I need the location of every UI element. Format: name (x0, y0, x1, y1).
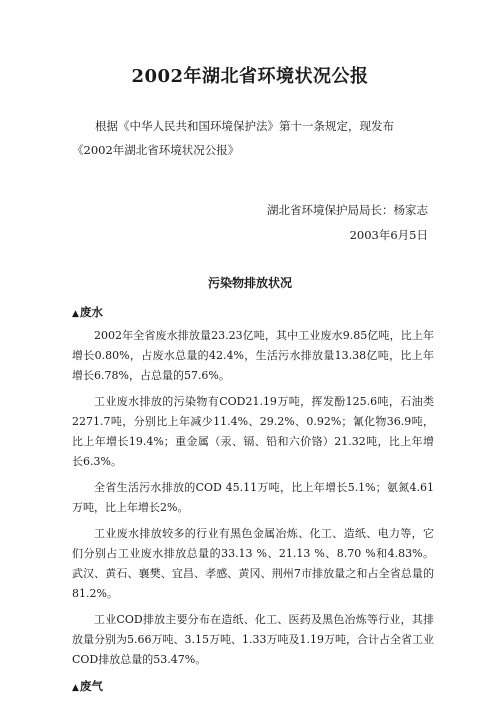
signature-block (128, 198, 428, 248)
paragraph: 全省生活污水排放的COD 45.11万吨，比上年增长5.1%；氨氮4.61万吨，比上年增长2%。 (72, 481, 434, 514)
triangle-icon: ▲ (72, 309, 79, 319)
intro-paragraph: 根据《中华人民共和国环境保护法》第十一条规定，现发布《2002年湖北省环境状况公报》 (72, 119, 394, 157)
subsection-heading-waste-gas (72, 676, 434, 698)
paragraph: 工业COD排放主要分布在造纸、化工、医药及黑色冶炼等行业，其排放量分别为5.66万吨、3.15万吨、1.33万吨及1.19万吨，合计占全省工业COD排放总量的53.47%。 (72, 613, 434, 666)
triangle-icon: ▲ (72, 683, 79, 693)
section-body (72, 302, 434, 700)
signature-line: 湖北省环境保护局局长：杨家志 (267, 203, 428, 217)
paragraph: 工业废水排放较多的行业有黑色金属冶炼、化工、造纸、电力等，它们分别占工业废水排放总量的33.13 %、21.13 %、8.70 %和4.83%。武汉、黄石、襄樊、宜昌、孝感、黄冈、荆州7市排放量之和占全省总量的81.2%。 (72, 527, 434, 600)
paragraph: 2002年全省废水排放量23.23亿吨，其中工业废水9.85亿吨，比上年增长0.80%，占废水总量的42.4%，生活污水排放量13.38亿吨，比上年增长6.78%，占总量的57.6%。 (72, 329, 434, 382)
date-line: 2003年6月5日 (349, 228, 428, 242)
subsection-heading-label: 废水 (79, 305, 103, 319)
subsection-heading-wastewater (72, 302, 434, 324)
subsection-heading-label: 废气 (79, 679, 103, 693)
document-title: 2002年湖北省环境状况公报 (131, 66, 369, 87)
section-title: 污染物排放状况 (207, 276, 292, 290)
paragraph: 工业废水排放的污染物有COD21.19万吨，挥发酚125.6吨，石油类2271.7吨，分别比上年减少11.4%、29.2%、0.92%；氰化物36.9吨，比上年增长19.4%；重金属（汞、镉、铅和六价铬）21.32吨，比上年增长6.3%。 (72, 395, 434, 468)
